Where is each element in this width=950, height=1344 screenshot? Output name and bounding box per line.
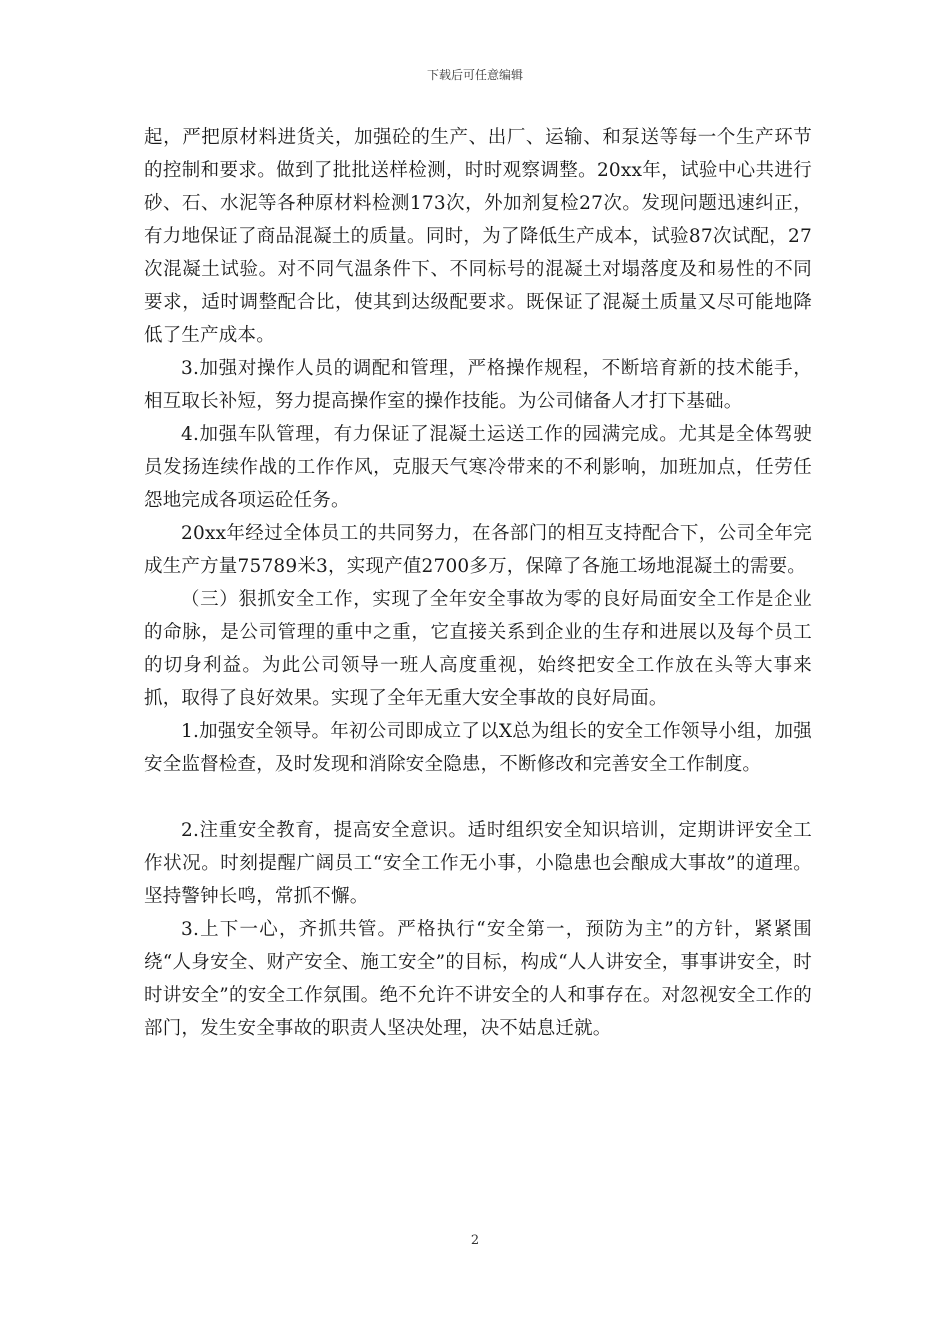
paragraph-annual-output: 20xx年经过全体员工的共同努力，在各部门的相互支持配合下，公司全年完成生产方量75789米3，实现产值2700多万，保障了各施工场地混凝土的需要。: [144, 523, 812, 577]
paragraph-continuation: 起，严把原材料进货关，加强砼的生产、出厂、运输、和泵送等每一个生产环节的控制和要求。做到了批批送样检测，时时观察调整。20xx年，试验中心共进行砂、石、水泥等各种原材料检测173次，外加剂复检27次。发现问题迅速纠正，有力地保证了商品混凝土的质量。同时，为了降低生产成本，试验87次试配，27次混凝土试验。对不同气温条件下、不同标号的混凝土对塌落度及和易性的不同要求，适时调整配合比，使其到达级配要求。既保证了混凝土质量又尽可能地降低了生产成本。: [144, 127, 812, 346]
paragraph-item-4-fleet: 4.加强车队管理，有力保证了混凝土运送工作的园满完成。尤其是全体驾驶员发扬连续作战的工作作风，克服天气寒冷带来的不利影响，加班加点，任劳任怨地完成各项运砼任务。: [144, 424, 812, 511]
page-header: 下载后可任意编辑: [426, 68, 523, 82]
paragraph-item-3-operators: 3.加强对操作人员的调配和管理，严格操作规程，不断培育新的技术能手，相互取长补短，努力提高操作室的操作技能。为公司储备人才打下基础。: [144, 358, 812, 412]
paragraph-section-safety: （三）狠抓安全工作，实现了全年安全事故为零的良好局面安全工作是企业的命脉，是公司管理的重中之重，它直接关系到企业的生存和进展以及每个员工的切身利益。为此公司领导一班人高度重视，始终把安全工作放在头等大事来抓，取得了良好效果。实现了全年无重大安全事故的良好局面。: [144, 589, 812, 709]
paragraph-safety-item-2: 2.注重安全教育，提高安全意识。适时组织安全知识培训，定期讲评安全工作状况。时刻提醒广阔员工“安全工作无小事，小隐患也会酿成大事故”的道理。坚持警钟长鸣，常抓不懈。: [144, 820, 812, 907]
document-body: [144, 121, 812, 1045]
paragraph-spacer: [144, 781, 812, 814]
paragraph-safety-item-1: 1.加强安全领导。年初公司即成立了以X总为组长的安全工作领导小组，加强安全监督检查，及时发现和消除安全隐患，不断修改和完善安全工作制度。: [144, 721, 812, 775]
page-number: 2: [470, 1233, 480, 1248]
paragraph-safety-item-3: 3.上下一心，齐抓共管。严格执行“安全第一，预防为主”的方针，紧紧围绕“人身安全、财产安全、施工安全”的目标，构成“人人讲安全，事事讲安全，时时讲安全”的安全工作氛围。绝不允许不讲安全的人和事存在。对忽视安全工作的部门，发生安全事故的职责人坚决处理，决不姑息迁就。: [144, 919, 812, 1039]
